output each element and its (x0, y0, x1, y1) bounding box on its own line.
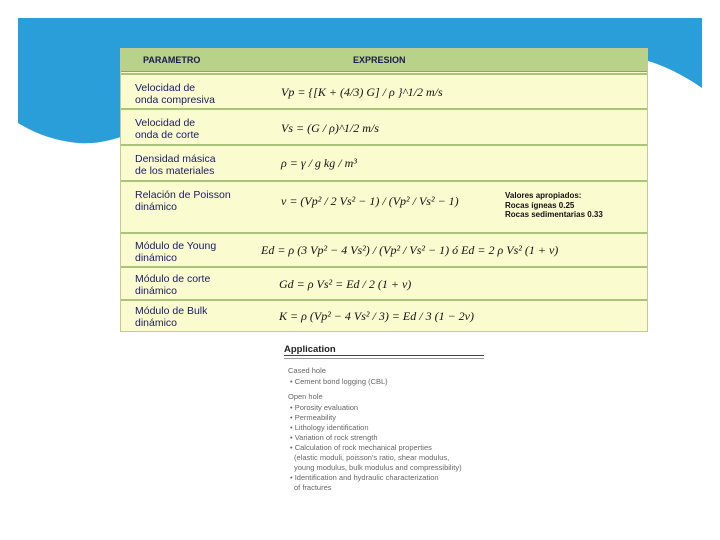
application-line: (elastic moduli, poisson's ratio, shear modulus, (294, 453, 450, 462)
param-line-1: Módulo de Young (135, 240, 217, 252)
param-line-2: dinámico (135, 252, 178, 264)
table-row (121, 75, 647, 110)
param-line-1: Velocidad de (135, 82, 196, 94)
note-line-1: Valores apropiados: (505, 191, 582, 200)
param-label (135, 117, 199, 141)
table-row (121, 301, 647, 332)
application-title: Application (284, 344, 336, 355)
param-line-1: Relación de Poisson (135, 189, 231, 201)
expression: ρ = γ / g kg / m³ (281, 156, 357, 170)
application-line: • Identification and hydraulic characterization (290, 473, 439, 482)
application-line: • Lithology identification (290, 423, 369, 432)
application-line: • Calculation of rock mechanical properties (290, 443, 432, 452)
header-expr: EXPRESION (353, 55, 406, 65)
table-row (121, 234, 647, 268)
note-line-3: Rocas sedimentarias 0.33 (505, 210, 603, 219)
table-row (121, 146, 647, 182)
param-label (135, 153, 216, 177)
param-line-1: Velocidad de (135, 117, 196, 129)
table-row (121, 268, 647, 301)
param-line-1: Módulo de corte (135, 273, 211, 285)
expression: Vs = (G / ρ)^1/2 m/s (281, 121, 379, 135)
param-line-2: onda compresiva (135, 94, 215, 106)
formula-table (120, 48, 648, 332)
param-line-2: de los materiales (135, 165, 215, 177)
header-param: PARAMETRO (143, 55, 201, 65)
title-rule-thin (284, 358, 484, 359)
param-label (135, 240, 216, 264)
param-line-2: dinámico (135, 317, 178, 329)
application-line: • Variation of rock strength (290, 433, 378, 442)
expression: Vp = {[K + (4/3) G] / ρ }^1/2 m/s (281, 85, 443, 99)
param-line-1: Densidad másica (135, 153, 216, 165)
application-line: • Cement bond logging (CBL) (290, 377, 388, 386)
table-row (121, 110, 647, 146)
application-line: young modulus, bulk modulus and compressibility) (294, 463, 462, 472)
application-line: • Porosity evaluation (290, 403, 359, 412)
title-rule (284, 355, 484, 356)
param-label (135, 273, 210, 297)
param-line-2: onda de corte (135, 129, 200, 141)
param-line-2: dinámico (135, 285, 178, 297)
param-label (135, 189, 231, 213)
application-line: Open hole (288, 392, 323, 401)
application-line: • Permeability (290, 413, 336, 422)
expression: Gd = ρ Vs² = Ed / 2 (1 + ν) (279, 277, 412, 291)
application-line: Cased hole (288, 366, 326, 375)
note-line-2: Rocas ígneas 0.25 (505, 200, 575, 210)
expression: ν = (Vp² / 2 Vs² − 1) / (Vp² / Vs² − 1) (281, 194, 459, 208)
param-label (135, 82, 215, 106)
table-header (121, 49, 647, 72)
expression: K = ρ (Vp² − 4 Vs² / 3) = Ed / 3 (1 − 2ν) (279, 309, 474, 323)
application-panel (280, 338, 490, 498)
param-line-1: Módulo de Bulk (135, 305, 208, 317)
application-line: of fractures (294, 483, 332, 492)
expression: Ed = ρ (3 Vp² − 4 Vs²) / (Vp² / Vs² − 1) ó Ed = 2 ρ Vs² (1 + ν) (261, 243, 559, 257)
poisson-note (505, 191, 603, 220)
param-label (135, 305, 207, 329)
param-line-2: dinámico (135, 201, 178, 213)
